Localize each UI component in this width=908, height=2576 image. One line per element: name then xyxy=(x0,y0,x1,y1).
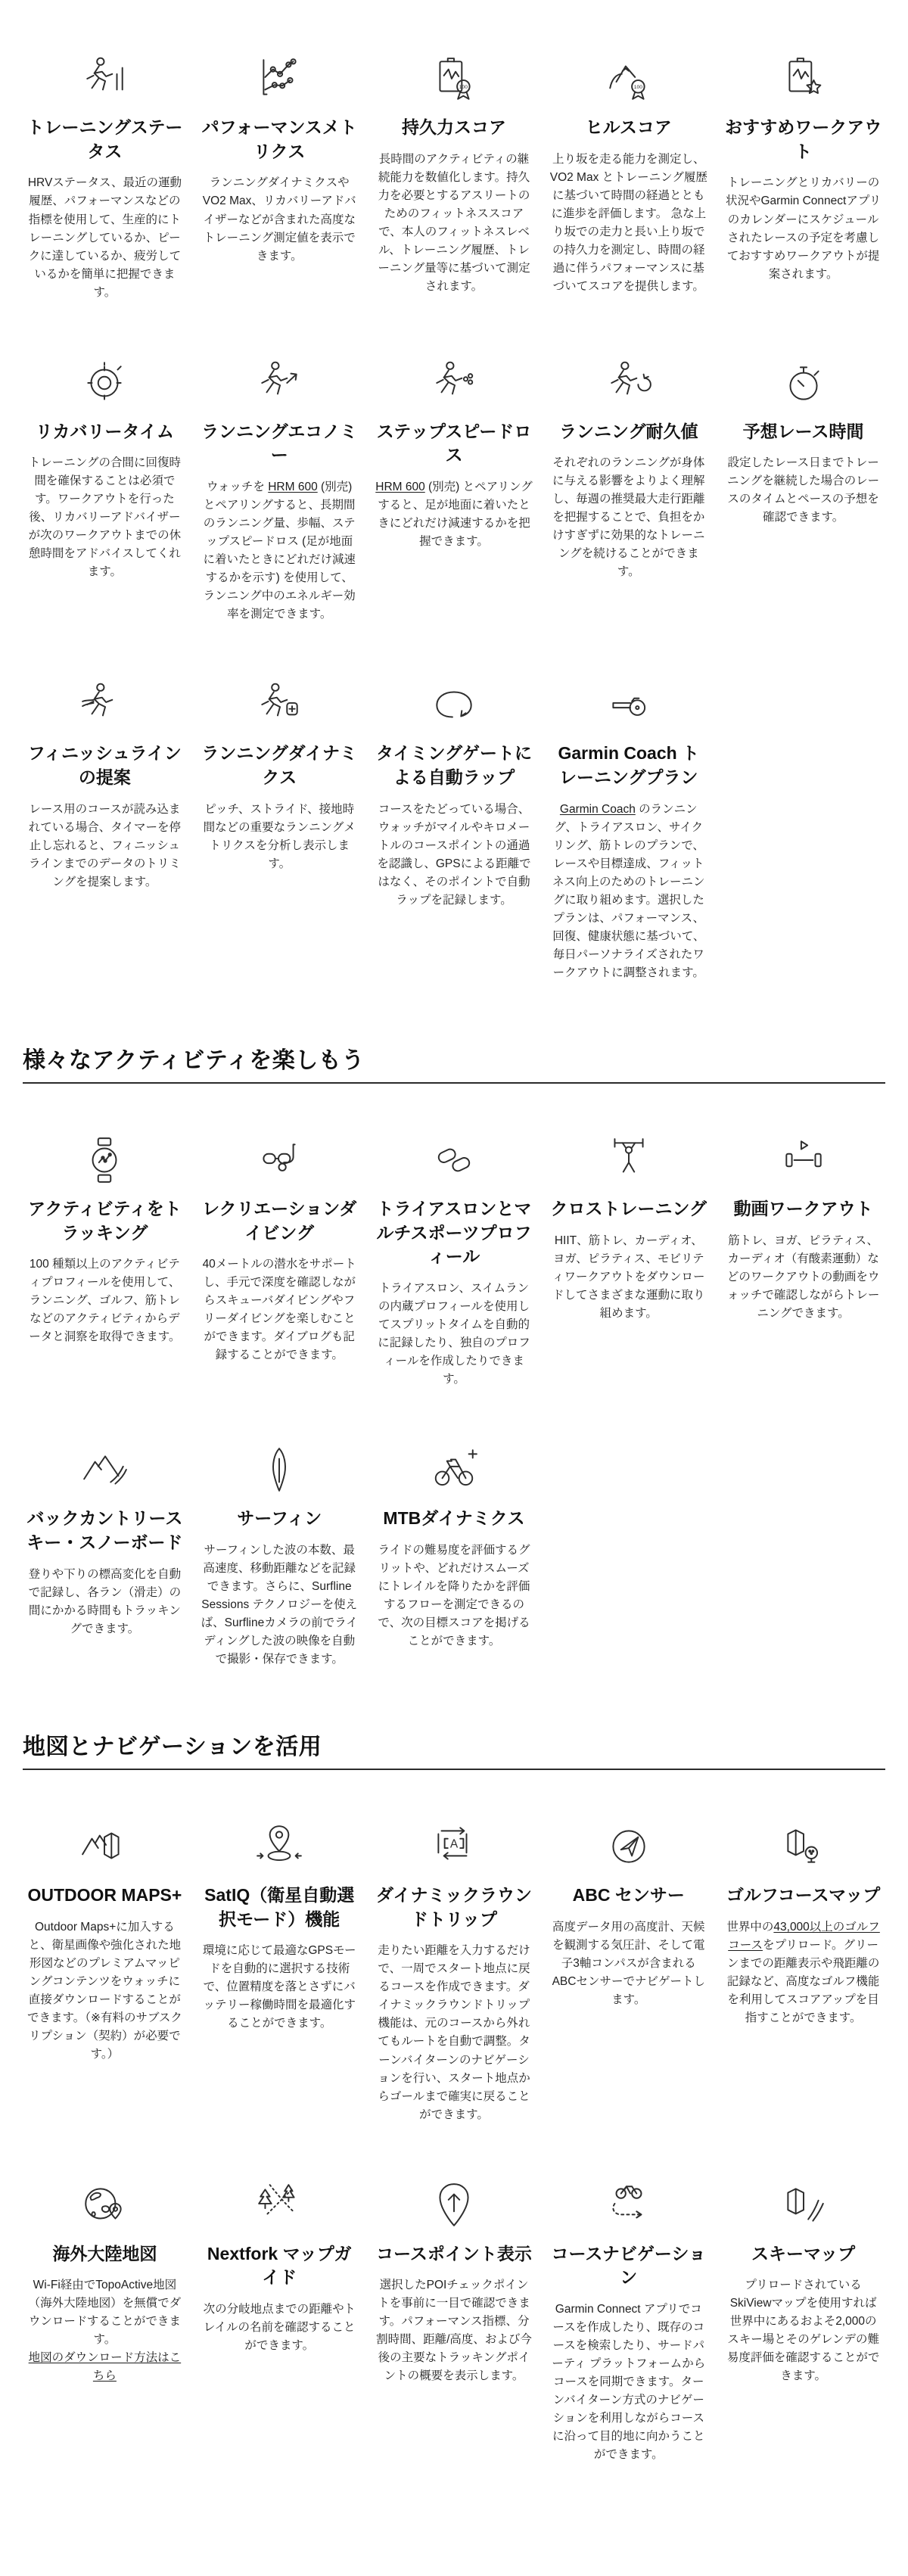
desc-text: HIIT、筋トレ、カーディオ、ヨガ、ピラティス、モビリティワークアウトをダウンロードしてさまざまな運動に取り組めます。 xyxy=(552,1234,705,1320)
feature-card xyxy=(546,42,711,302)
desc-text: コースをたどっている場合、ウォッチがマイルやキロメートルのコースポイントの通過を認識し、GPSによる距離ではなく、そのポイントで自動ラップを記録します。 xyxy=(377,802,531,907)
card-title: サーフィン xyxy=(237,1508,322,1529)
diving-icon xyxy=(201,1123,359,1185)
auto-lap-icon xyxy=(375,667,533,730)
feature-card xyxy=(546,2168,711,2465)
feature-card xyxy=(197,42,362,302)
card-desc xyxy=(724,1918,882,2027)
desc-text: Wi-Fi経由でTopoActive地図（海外大陸地図）を無償でダウンロードすることができます。 xyxy=(28,2279,182,2347)
desc-text: のランニング、トライアスロン、サイクリング、筋トレのプランで、レースや目標達成、フィットネス向上のためのトレーニングに取り組めます。選択したプランは、パフォーマンス、回復、健康状態に基づいて、毎日パーソナライズされたワークアウトに調整されます。 xyxy=(552,802,705,979)
desc-text: をプリロード。グリーンまでの距離表示や飛距離の記録など、高度なゴルフ機能を利用してスコアアップを目指すことができます。 xyxy=(726,1938,880,2024)
abc-sensor-icon xyxy=(549,1809,707,1871)
card-title: コースナビゲーション xyxy=(551,2243,707,2288)
desc-text: 登りや下りの標高変化を自動で記録し、各ラン（滑走）の間にかかる時間もトラッキングできます。 xyxy=(28,1567,182,1635)
activity-tracking-icon xyxy=(26,1123,184,1185)
card-desc xyxy=(201,1255,359,1364)
desc-text: Outdoor Maps+に加入すると、衛星画像や強化された地形図などのプレミアムマッピングコンテンツをウォッチに直接ダウンロードすることができます。（※有料のサブスクリプション（契約）が必要です。） xyxy=(26,1920,182,2061)
feature-card xyxy=(372,1809,536,2124)
desc-text: 筋トレ、ヨガ、ピラティス、カーディオ（有酸素運動）などのワークアウトの動画をウォッチで確認しながらトレーニングできます。 xyxy=(726,1234,880,1320)
feature-row xyxy=(23,667,885,982)
card-title: ABC センサー xyxy=(572,1884,685,1905)
feature-card xyxy=(23,1123,187,1389)
desc-text: 長時間のアクティビティの継続能力を数値化します。持久力を必要とするアスリートのためのフィットネススコアで、本人のフィットネスレベル、トレーニング履歴、トレーニング量等に基づいて測定されます。 xyxy=(378,152,530,293)
nextfork-icon xyxy=(201,2168,359,2230)
desc-text: ウォッチを xyxy=(207,481,269,494)
roundtrip-icon xyxy=(375,1809,533,1871)
feature-card xyxy=(372,42,536,302)
desc-text: トライアスロン、スイムランの内蔵プロフィールを使用してスプリットタイムを自動的に記録したり、独自のプロフィールを作成したりできます。 xyxy=(378,1282,530,1386)
card-title: おすすめワークアウト xyxy=(724,117,882,161)
desc-text: HRVステータス、最近の運動履歴、パフォーマンスなどの指標を使用して、生産的にトレーニングしているか、ピークに達しているか、疲労しているかを簡単に把握できます。 xyxy=(27,176,182,299)
mtb-icon xyxy=(375,1433,533,1495)
card-title: ダイナミックラウンドトリップ xyxy=(375,1884,533,1929)
endurance-score-icon xyxy=(375,42,533,104)
card-desc xyxy=(549,1232,707,1323)
desc-text: ランニングダイナミクスやVO2 Max、リカバリーアドバイザーなどが含まれた高度なトレーニング測定値を表示できます。 xyxy=(202,176,356,263)
outdoor-maps-icon xyxy=(26,1809,184,1871)
feature-card xyxy=(23,346,187,624)
desc-text: それぞれのランニングが身体に与える影響をよりよく理解し、毎週の推奨最大走行距離を把握することで、負担をかけすぎずに効果的なトレーニングを続けることができます。 xyxy=(552,456,705,579)
satiq-icon xyxy=(201,1809,359,1871)
running-tolerance-icon xyxy=(549,346,707,408)
feature-card xyxy=(197,2168,362,2465)
card-desc xyxy=(201,1542,359,1669)
card-desc xyxy=(375,1942,533,2123)
feature-section xyxy=(23,1041,885,1669)
feature-card xyxy=(23,1433,187,1669)
world-map-icon xyxy=(26,2168,184,2230)
card-title: コースポイント表示 xyxy=(376,2243,532,2263)
multisport-icon xyxy=(375,1123,533,1185)
card-title: アクティビティをトラッキング xyxy=(28,1198,182,1243)
card-title: タイミングゲートによる自動ラップ xyxy=(375,743,533,787)
feature-row xyxy=(23,2168,885,2465)
svg-text:100: 100 xyxy=(633,84,642,90)
card-title: ヒルスコア xyxy=(585,117,672,137)
desc-text: 選択したPOIチェックポイントを事前に一目で確認できます。パフォーマンス指標、分割時間、距離/高度、および今後の主要なトラッキングポイントの概要を表示します。 xyxy=(376,2279,532,2383)
card-desc xyxy=(201,1942,359,2033)
card-title: フィニッシュラインの提案 xyxy=(27,743,182,787)
feature-row xyxy=(23,1433,885,1669)
desc-text: (別売) とペアリングすると、足が地面に着いたときにどれだけ減速するかを把握できます。 xyxy=(378,481,533,549)
feature-card xyxy=(721,1809,885,2124)
hill-score-icon xyxy=(549,42,707,104)
card-desc xyxy=(26,801,184,891)
card-desc xyxy=(201,174,359,265)
card-title: バックカントリースキー・スノーボード xyxy=(26,1508,183,1552)
card-title: Nextfork マップガイド xyxy=(207,2243,352,2288)
card-title: トライアスロンとマルチスポーツプロフィール xyxy=(376,1198,532,1267)
desc-text: 上り坂を走る能力を測定し、VO2 Max とトレーニング履歴に基づいて時間の経過とともに進歩を評価します。 急な上り坂での走力と長い上り坂での持久力を測定し、時間の経過に伴うパフォーマンスに基づいてスコアを提供します。 xyxy=(549,152,707,293)
surfing-icon xyxy=(201,1433,359,1495)
inline-link[interactable]: 地図のダウンロード方法はこちら xyxy=(28,2351,182,2383)
performance-metrics-icon xyxy=(201,42,359,104)
card-title: ゴルフコースマップ xyxy=(726,1884,881,1905)
feature-card xyxy=(546,1123,711,1389)
course-points-icon xyxy=(375,2168,533,2230)
section-title: 地図とナビゲーションを活用 xyxy=(23,1728,885,1770)
desc-text: 40メートルの潜水をサポートし、手元で深度を確認しながらスキューバダイビングやフリーダイビングを楽しむことができます。ダイブログも記録することができます。 xyxy=(202,1258,356,1362)
desc-text: トレーニングとリカバリーの状況やGarmin Connectアプリのカレンダーにスケジュールされたレースの予定を考慮しておすすめワークアウトが提案されます。 xyxy=(725,176,882,281)
feature-row xyxy=(23,42,885,302)
running-dynamics-icon xyxy=(201,667,359,730)
card-desc xyxy=(549,151,707,296)
desc-text: プリロードされているSkiViewマップを使用すれば世界中にあるおよそ2,000のスキー場とそのゲレンデの難易度評価を確認することができます。 xyxy=(726,2279,880,2383)
training-status-icon xyxy=(26,42,184,104)
card-title: 予想レース時間 xyxy=(742,421,864,441)
feature-row xyxy=(23,1809,885,2124)
features-root xyxy=(23,42,885,2464)
feature-row xyxy=(23,1123,885,1389)
card-title: 持久力スコア xyxy=(401,117,506,137)
desc-text: ピッチ、ストライド、接地時間などの重要なランニングメトリクスを分析し表示します。 xyxy=(203,802,356,870)
feature-card xyxy=(372,1433,536,1669)
feature-section xyxy=(23,42,885,982)
feature-card xyxy=(197,1123,362,1389)
feature-card xyxy=(23,1809,187,2124)
card-desc xyxy=(375,151,533,296)
card-title: OUTDOOR MAPS+ xyxy=(27,1884,182,1905)
feature-card xyxy=(546,346,711,624)
golf-map-icon xyxy=(724,1809,882,1871)
desc-text: 高度データ用の高度計、天候を観測する気圧計、そして電子3軸コンパスが含まれるABCセンサーでナビゲートします。 xyxy=(552,1920,705,2006)
card-title: MTBダイナミクス xyxy=(383,1508,525,1529)
svg-text:A: A xyxy=(449,1837,459,1851)
card-desc xyxy=(201,801,359,873)
card-title: ランニングダイナミクス xyxy=(201,743,357,787)
step-speed-loss-icon xyxy=(375,346,533,408)
card-desc xyxy=(549,454,707,581)
cross-training-icon xyxy=(549,1123,707,1185)
card-title: スキーマップ xyxy=(751,2243,856,2263)
feature-card xyxy=(197,346,362,624)
coach-whistle-icon xyxy=(549,667,707,730)
feature-card xyxy=(721,2168,885,2465)
card-desc xyxy=(201,478,359,624)
card-desc xyxy=(724,174,882,283)
desc-text: 環境に応じて最適なGPSモードを自動的に選択する技術で、位置精度を落とさずにバッテリー稼働時間を最適化することができます。 xyxy=(202,1944,356,2030)
desc-text: サーフィンした波の本数、最高速度、移動距離などを記録できます。さらに、Surfline Sessions テクノロジーを使えば、Surflineカメラの前でライディングした波の映像を自動で撮影・保存できます。 xyxy=(201,1543,358,1666)
card-desc xyxy=(26,2276,184,2385)
card-title: 海外大陸地図 xyxy=(52,2243,157,2263)
svg-text:100: 100 xyxy=(459,84,468,90)
desc-text: ライドの難易度を評価するグリットや、どれだけスムーズにトレイルを降りたかを評価するフローを測定できるので、次の目標スコアを掲げることができます。 xyxy=(378,1543,530,1647)
card-desc xyxy=(375,1542,533,1650)
card-desc xyxy=(724,454,882,527)
card-title: クロストレーニング xyxy=(550,1198,707,1218)
inline-link[interactable]: HRM 600 xyxy=(268,481,318,494)
feature-card xyxy=(372,346,536,624)
desc-text: Garmin Connect アプリでコースを作成したり、既存のコースを検索したり、サードパーティ プラットフォームからコースを同期できます。ターンバイターン方式のナビゲーションを利用しながらコースに沿って目的地に向かうことができます。 xyxy=(552,2303,706,2462)
feature-section xyxy=(23,1728,885,2464)
video-workout-icon xyxy=(724,1123,882,1185)
desc-text: トレーニングの合間に回復時間を確保することは必須です。ワークアウトを行った後、リカバリーアドバイザーが次のワークアウトまでの休憩時間をアドバイスしてくれます。 xyxy=(28,456,182,579)
feature-card xyxy=(23,2168,187,2465)
desc-text: (別売) とペアリングすると、長期間のランニング量、歩幅、ステップスピードロス (足が地面に着いたときにどれだけ減速するかを示す) を使用して、ランニング中のエネルギー効率を測定できます。 xyxy=(203,481,356,621)
desc-text: 100 種類以上のアクティビティプロフィールを使用して、ランニング、ゴルフ、筋トレなどのアクティビティからデータと洞察を取得できます。 xyxy=(29,1258,181,1344)
feature-card xyxy=(546,667,711,982)
desc-text: レース用のコースが読み込まれている場合、タイマーを停止し忘れると、フィニッシュラインまでのデータのトリミングを提案します。 xyxy=(28,802,181,888)
card-desc xyxy=(375,801,533,910)
feature-card xyxy=(23,42,187,302)
feature-row xyxy=(23,346,885,624)
card-desc xyxy=(375,1280,533,1389)
card-desc xyxy=(26,174,184,301)
running-economy-icon xyxy=(201,346,359,408)
card-title: トレーニングステータス xyxy=(26,117,183,161)
card-title: 動画ワークアウト xyxy=(733,1198,873,1218)
desc-text: 走りたい距離を入力するだけで、一周でスタート地点に戻るコースを作成できます。ダイナミックラウンドトリップ機能は、元のコースから外れてもルートを自動で調整。ターンバイターンのナビゲーションを行い、スタート地点からゴールまで確実に戻ることができます。 xyxy=(378,1944,530,2121)
suggested-workout-icon xyxy=(724,42,882,104)
ski-map-icon xyxy=(724,2168,882,2230)
feature-card xyxy=(721,1123,885,1389)
card-desc xyxy=(26,1566,184,1638)
card-title: ランニングエコノミー xyxy=(201,421,358,465)
inline-link[interactable]: Garmin Coach xyxy=(559,802,636,816)
inline-link[interactable]: 43,000以上のゴルフコース xyxy=(728,1920,880,1952)
feature-card xyxy=(372,667,536,982)
section-title: 様々なアクティビティを楽しもう xyxy=(23,1041,885,1084)
desc-text: 設定したレース日までトレーニングを継続した場合のレースのタイムとペースの予想を確認できます。 xyxy=(726,456,880,524)
card-desc xyxy=(26,454,184,581)
feature-card xyxy=(197,1809,362,2124)
card-desc xyxy=(724,1232,882,1323)
finish-line-icon xyxy=(26,667,184,730)
card-title: リカバリータイム xyxy=(35,421,175,441)
card-title: パフォーマンスメトリクス xyxy=(201,117,357,161)
card-title: ステップスピードロス xyxy=(376,421,532,465)
recovery-time-icon xyxy=(26,346,184,408)
backcountry-ski-icon xyxy=(26,1433,184,1495)
feature-card xyxy=(372,2168,536,2465)
card-desc xyxy=(375,2276,533,2385)
desc-text: 次の分岐地点までの距離やトレイルの名前を確認することができます。 xyxy=(203,2303,356,2353)
desc-text: 世界中の xyxy=(726,1920,774,1934)
race-time-icon xyxy=(724,346,882,408)
card-desc xyxy=(549,801,707,982)
card-title: レクリエーションダイビング xyxy=(202,1198,357,1243)
card-desc xyxy=(549,1918,707,2009)
card-title: SatIQ（衛星自動選択モード）機能 xyxy=(204,1884,355,1929)
feature-card xyxy=(197,667,362,982)
card-desc xyxy=(26,1918,184,2064)
card-desc xyxy=(375,478,533,551)
card-desc xyxy=(201,2301,359,2355)
feature-card xyxy=(721,42,885,302)
course-nav-icon xyxy=(549,2168,707,2230)
feature-card xyxy=(372,1123,536,1389)
card-desc xyxy=(724,2276,882,2385)
feature-card xyxy=(721,346,885,624)
inline-link[interactable]: HRM 600 xyxy=(375,481,425,494)
card-title: ランニング耐久値 xyxy=(559,421,698,441)
feature-card xyxy=(546,1809,711,2124)
card-desc xyxy=(549,2301,707,2464)
feature-card xyxy=(23,667,187,982)
card-title: Garmin Coach トレーニングプラン xyxy=(558,743,700,787)
card-desc xyxy=(26,1255,184,1346)
feature-card xyxy=(197,1433,362,1669)
